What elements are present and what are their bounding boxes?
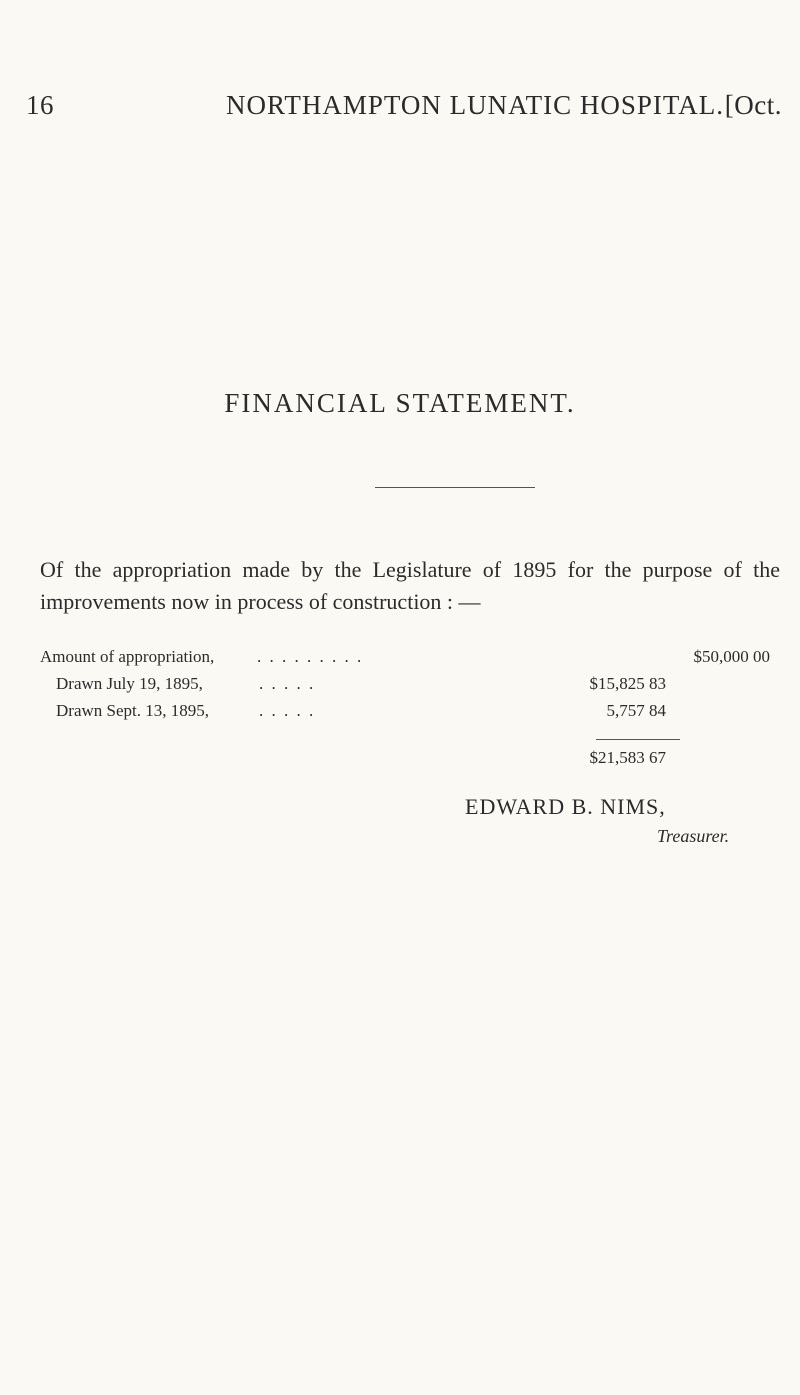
section-title: FINANCIAL STATEMENT. — [224, 388, 576, 418]
intro-paragraph: Of the appropriation made by the Legislature of 1895 for the purpose of the improvements now in process of construction : — — [40, 557, 780, 614]
ledger-row-label: Drawn July 19, 1895, — [56, 674, 203, 693]
ledger-row-total — [0, 748, 800, 772]
dot-leaders: . . . . . . . . . — [257, 647, 364, 666]
ledger-row-label: Amount of appropriation, — [40, 647, 215, 666]
running-title: NORTHAMPTON LUNATIC HOSPITAL. — [226, 90, 724, 120]
dot-leaders: . . . . . — [259, 701, 316, 720]
ledger-row-label: Drawn Sept. 13, 1895, — [56, 701, 209, 720]
ledger-total: $21,583 67 — [589, 748, 666, 767]
signatory-name: EDWARD B. NIMS, — [465, 794, 666, 819]
total-rule — [596, 739, 680, 740]
ledger-amount: 5,757 84 — [606, 701, 666, 720]
ledger-amount: $15,825 83 — [589, 674, 666, 693]
dot-leaders: . . . . . — [259, 674, 316, 693]
running-date: [Oct. — [724, 90, 782, 120]
ledger-amount: $50,000 00 — [693, 647, 770, 666]
signatory-role: Treasurer. — [657, 826, 730, 846]
ledger-row-draw-july — [0, 674, 800, 698]
ledger-row-draw-sept — [0, 701, 800, 725]
page-number: 16 — [26, 90, 54, 120]
ledger-row-appropriation — [0, 647, 800, 671]
